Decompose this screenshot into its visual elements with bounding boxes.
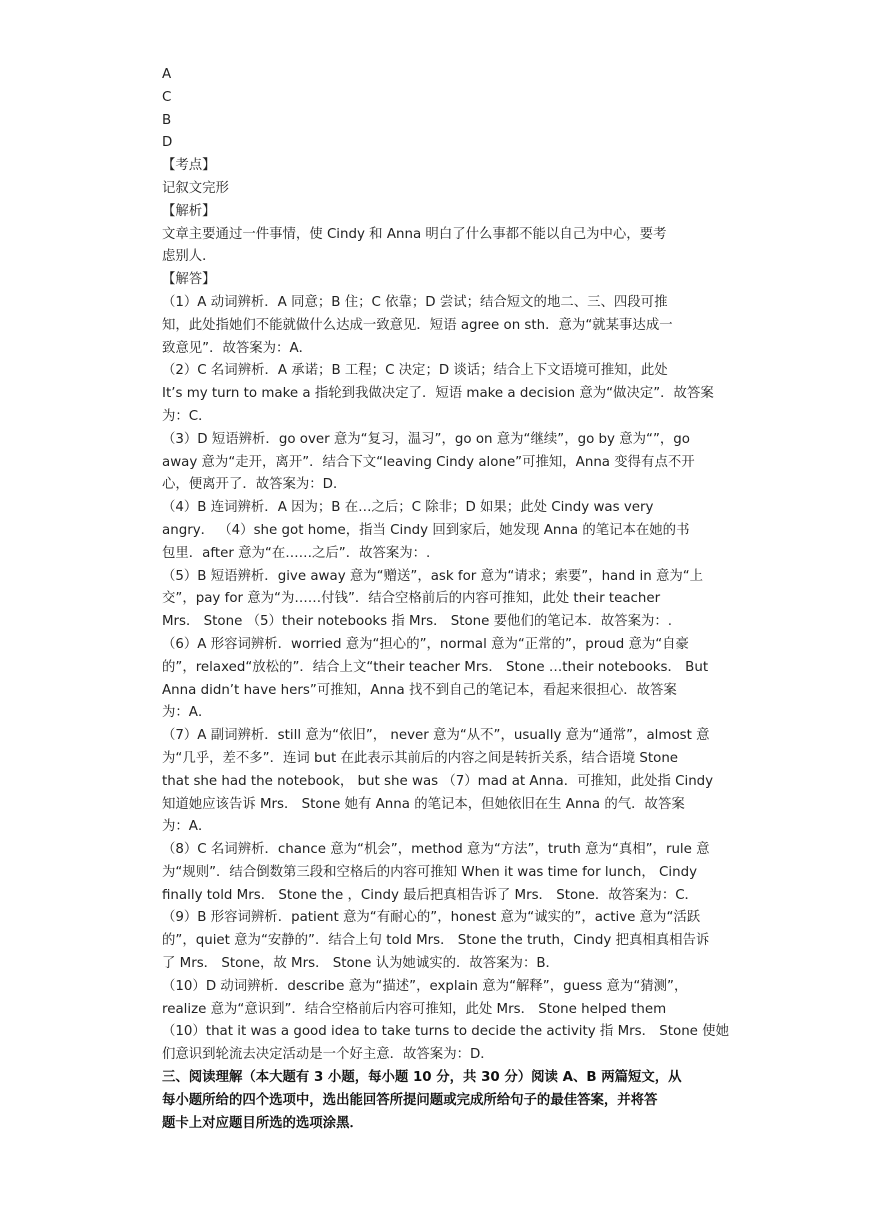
text-line: 为：A． [162,705,212,721]
text-line: Mrs． Stone （5）their notebooks 指 Mrs． Stone 要他们的笔记本．故答案为：. [162,614,672,630]
section-heading-line: 题卡上对应题目所选的选项涂黑． [162,1115,363,1131]
jiexi-heading: 【解析】 [162,203,216,219]
text-line: 的”，relaxed“放松的”．结合上文“their teacher Mrs． Stone …their notebooks． But [162,659,709,675]
text-line: （2）C 名词辨析．A 承诺；B 工程；C 决定；D 谈话；结合上下文语境可推知，此处 [162,363,668,379]
answer-item: B [162,112,172,128]
text-line: 包里．after 意为“在……之后”．故答案为：. [162,545,431,561]
text-line: （1）A 动词辨析．A 同意；B 住；C 依靠；D 尝试；结合短文的地二、三、四段可推 [162,294,668,310]
kaodian-text: 记叙文完形 [162,180,229,196]
text-line: 虑别人． [162,249,216,265]
text-line: away 意为“走开，离开”．结合下文“leaving Cindy alone”可推知，Anna 变得有点不开 [162,454,695,470]
text-line: （5）B 短语辨析．give away 意为“赠送”，ask for 意为“请求；索要”，hand in 意为“上 [162,568,704,584]
text-line: that she had the notebook， but she was （7）mad at Anna．可推知，此处指 Cindy [162,773,714,789]
text-line: 为“规则”．结合倒数第三段和空格后的内容可推知 When it was time for lunch， Cindy [162,864,698,880]
text-line: 的”，quiet 意为“安静的”．结合上句 told Mrs． Stone the truth，Cindy 把真相真相告诉 [162,933,710,949]
text-line: 交”，pay for 意为“为……付钱”．结合空格前后的内容可推知，此处 their teacher [162,591,661,607]
text-line: It’s my turn to make a 指轮到我做决定了．短语 make a decision 意为“做决定”．故答案 [162,386,714,402]
text-line: （8）C 名词辨析．chance 意为“机会”，method 意为“方法”，truth 意为“真相”，rule 意 [162,842,710,858]
text-line: 文章主要通过一件事情，使 Cindy 和 Anna 明白了什么事都不能以自己为中心，要考 [162,226,667,242]
text-line: 心，便离开了．故答案为：D． [162,477,347,493]
text-line: （10）that it was a good idea to take turns to decide the activity 指 Mrs． Stone 使她 [162,1024,729,1040]
text-line: 知道她应该告诉 Mrs． Stone 她有 Anna 的笔记本，但她依旧在生 Anna 的气．故答案 [162,796,685,812]
text-line: （7）A 副词辨析．still 意为“依旧”， never 意为“从不”，usually 意为“通常”，almost 意 [162,728,710,744]
text-line: （4）B 连词辨析．A 因为；B 在…之后；C 除非；D 如果；此处 Cindy was very [162,500,654,516]
answer-list [162,64,742,155]
text-line: （9）B 形容词辨析．patient 意为“有耐心的”，honest 意为“诚实的”，active 意为“活跃 [162,910,701,926]
text-line: angry． （4）she got home，指当 Cindy 回到家后，她发现 Anna 的笔记本在她的书 [162,522,690,538]
kaodian-heading: 【考点】 [162,158,216,174]
text-line: 了 Mrs． Stone，故 Mrs． Stone 认为她诚实的．故答案为：B． [162,956,559,972]
answer-item: D [162,135,173,151]
answer-item: A [162,67,172,82]
text-line: 知，此处指她们不能就做什么达成一致意见．短语 agree on sth．意为“就某事达成一 [162,317,673,333]
text-line: 们意识到轮流去决定活动是一个好主意．故答案为：D． [162,1047,494,1063]
jieda-paragraphs [162,292,742,1067]
text-line: 为：A． [162,819,212,835]
text-line: 致意见”．故答案为：A． [162,340,313,356]
text-line: （3）D 短语辨析．go over 意为“复习，温习”，go on 意为“继续”，go by 意为“”，go [162,431,690,447]
answer-item: C [162,89,172,105]
text-line: （10）D 动词辨析．describe 意为“描述”，explain 意为“解释”，guess 意为“猜测”， [162,978,688,994]
text-line: realize 意为“意识到”．结合空格前后内容可推知，此处 Mrs． Stone helped them [162,1001,667,1017]
text-line: 为：C． [162,408,212,424]
text-line: （6）A 形容词辨析．worried 意为“担心的”，normal 意为“正常的”，proud 意为“自豪 [162,636,689,652]
document-body [162,64,742,1135]
section-three-instructions [162,1067,742,1135]
section-heading-line: 三、阅读理解（本大题有 3 小题，每小题 10 分，共 30 分）阅读 A、B 两篇短文，从 [162,1070,682,1086]
jieda-heading: 【解答】 [162,272,216,288]
jiexi-paragraph [162,224,742,270]
text-line: 为“几乎，差不多”．连词 but 在此表示其前后的内容之间是转折关系，结合语境 Stone [162,750,679,766]
section-heading-line: 每小题所给的四个选项中，选出能回答所提问题或完成所给句子的最佳答案，并将答 [162,1092,658,1108]
text-line: finally told Mrs． Stone the ，Cindy 最后把真相告诉了 Mrs． Stone．故答案为：C． [162,887,698,903]
text-line: Anna didn’t have hers”可推知，Anna 找不到自己的笔记本，看起来很担心．故答案 [162,682,677,698]
